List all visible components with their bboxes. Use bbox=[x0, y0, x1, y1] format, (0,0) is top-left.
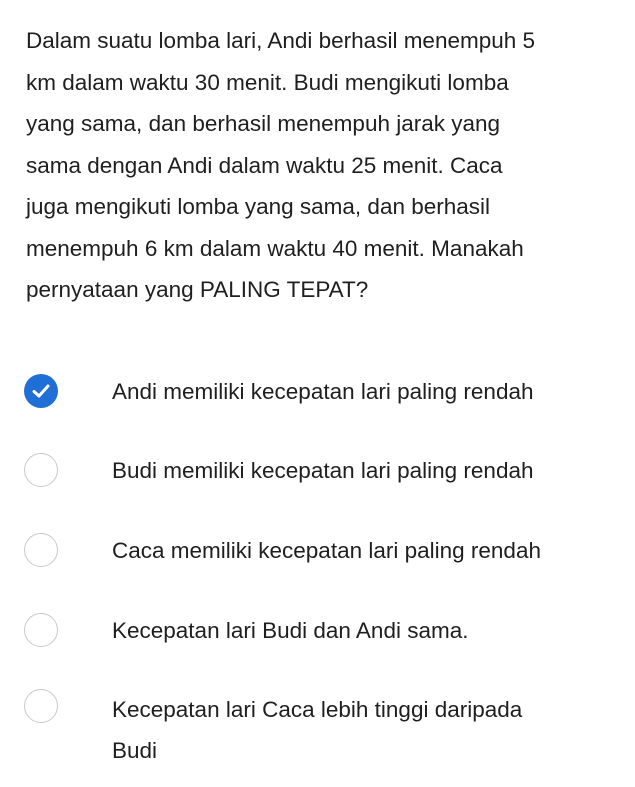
checkmark-icon bbox=[32, 383, 50, 399]
radio-option-b[interactable] bbox=[24, 453, 58, 487]
radio-option-e[interactable] bbox=[24, 689, 58, 723]
radio-option-a[interactable] bbox=[24, 374, 58, 408]
question-text: Dalam suatu lomba lari, Andi berhasil menempuh 5 km dalam waktu 30 menit. Budi mengikuti lomba yang sama, dan berhasil menempuh jarak yang sama dengan Andi dalam waktu 25 menit. Caca juga mengikuti lomba yang sama, dan berhasil menempuh 6 km dalam waktu 40 menit. Manakah pernyataan yang PALING TEPAT? bbox=[26, 28, 536, 302]
radio-option-c[interactable] bbox=[24, 533, 58, 567]
option-d-label: Kecepatan lari Budi dan Andi sama. bbox=[112, 618, 469, 643]
radio-option-d[interactable] bbox=[24, 613, 58, 647]
option-e-label: Kecepatan lari Caca lebih tinggi daripada Budi bbox=[112, 697, 523, 763]
option-a-label: Andi memiliki kecepatan lari paling rendah bbox=[112, 379, 534, 404]
option-b-label: Budi memiliki kecepatan lari paling rendah bbox=[112, 458, 534, 483]
option-c-label: Caca memiliki kecepatan lari paling rendah bbox=[112, 538, 541, 563]
